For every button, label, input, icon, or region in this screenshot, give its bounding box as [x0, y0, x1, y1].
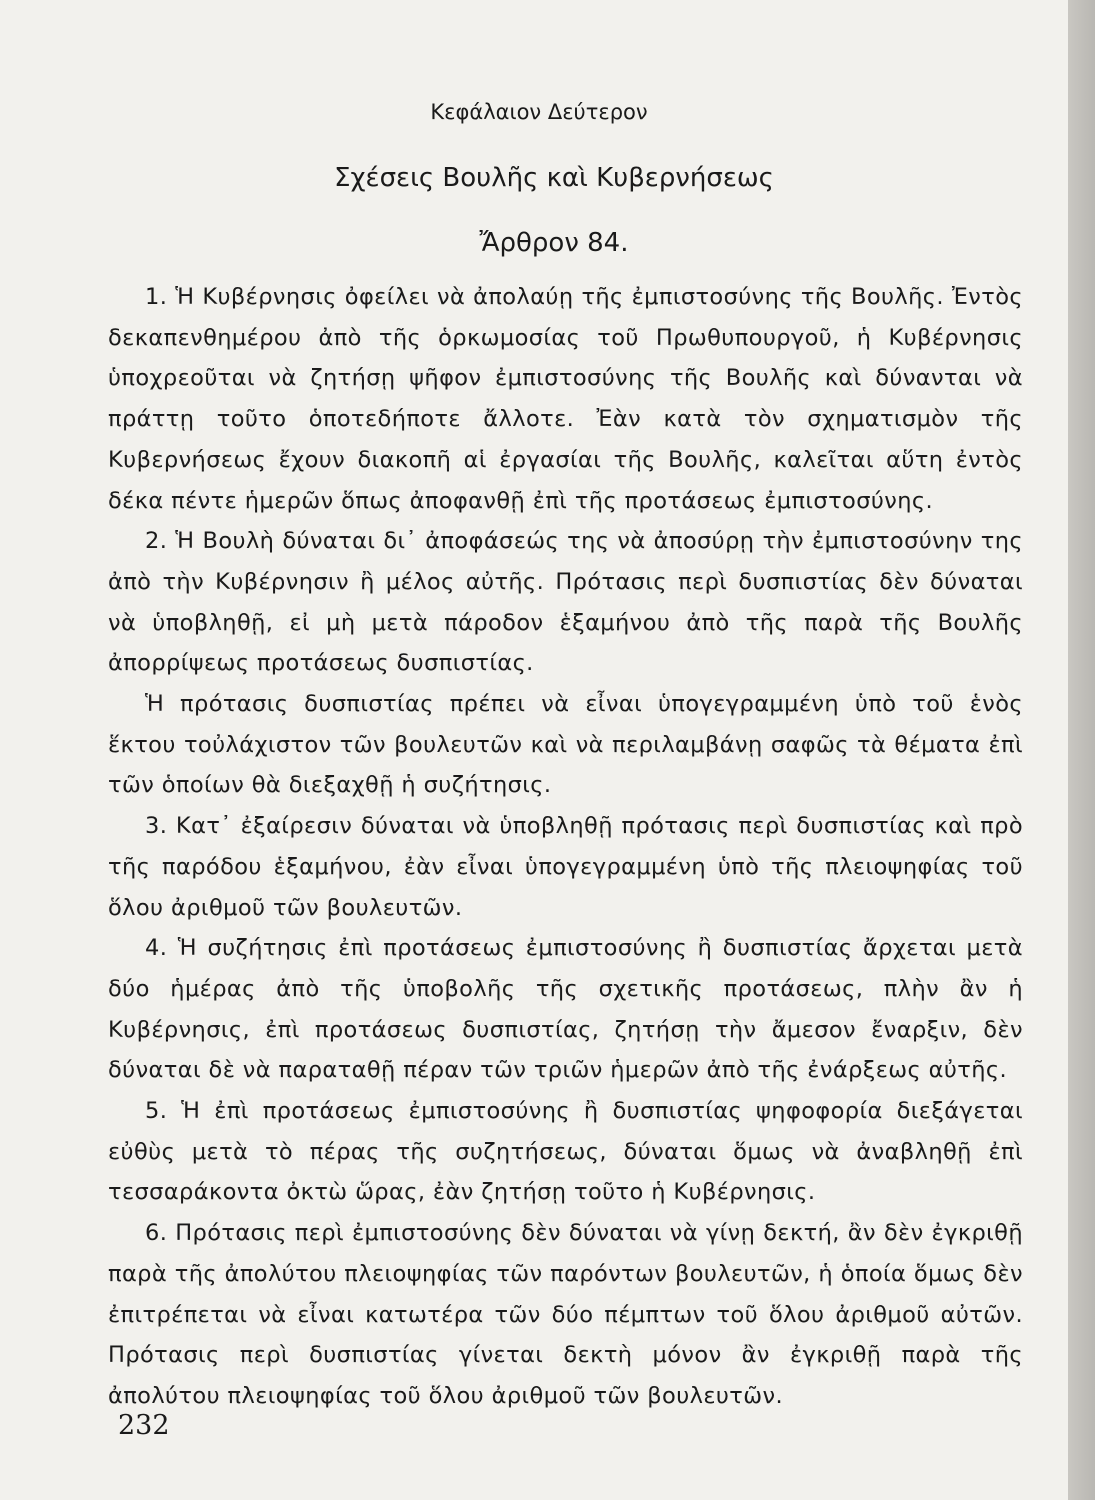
section-title: Σχέσεις Βουλῆς καὶ Κυβερνήσεως — [334, 163, 774, 193]
paragraph-6: 6. Πρότασις περὶ ἐμπιστοσύνης δὲν δύναται νὰ γίνῃ δεκτή, ἂν δὲν ἐγκριθῇ παρὰ τῆς ἀπολύτου πλειοψηφίας τῶν παρόντων βουλευτῶν, ἡ ὁποία ὅμως δὲν ἐπιτρέπεται νὰ εἶναι κατωτέρα τῶν δύο πέμπτων τοῦ ὅλου ἀριθμοῦ αὐτῶν. Πρότασις περὶ δυσπιστίας γίνεται δεκτὴ μόνον ἂν ἐγκριθῇ παρὰ τῆς ἀπολύτου πλειοψηφίας τοῦ ὅλου ἀριθμοῦ τῶν βουλευτῶν. — [108, 1220, 1023, 1409]
paragraph-3: 3. Κατ᾽ ἐξαίρεσιν δύναται νὰ ὑποβληθῇ πρότασις περὶ δυσπιστίας καὶ πρὸ τῆς παρόδου ἑξαμήνου, ἐὰν εἶναι ὑπογεγραμμένη ὑπὸ τῆς πλειοψηφίας τοῦ ὅλου ἀριθμοῦ τῶν βουλευτῶν. — [108, 813, 1023, 921]
article-title: Ἄρθρον 84. — [479, 228, 629, 258]
paragraph-2: 2. Ἡ Βουλὴ δύναται δι᾽ ἀποφάσεώς της νὰ ἀποσύρῃ τὴν ἐμπιστοσύνην της ἀπὸ τὴν Κυβέρνησιν ἢ μέλος αὐτῆς. Πρότασις περὶ δυσπιστίας δὲν δύναται νὰ ὑποβληθῇ, εἰ μὴ μετὰ πάροδον ἑξαμήνου ἀπὸ τῆς παρὰ τῆς Βουλῆς ἀπορρίψεως προτάσεως δυσπιστίας. — [108, 528, 1023, 677]
page-number: 232 — [118, 1410, 170, 1441]
paragraph-2-continued: Ἡ πρότασις δυσπιστίας πρέπει νὰ εἶναι ὑπογεγραμμένη ὑπὸ τοῦ ἑνὸς ἕκτου τοὐλάχιστον τῶν βουλευτῶν καὶ νὰ περιλαμβάνῃ σαφῶς τὰ θέματα ἐπὶ τῶν ὁποίων θὰ διεξαχθῇ ἡ συζήτησις. — [108, 691, 1023, 799]
paragraph-1: 1. Ἡ Κυβέρνησις ὀφείλει νὰ ἀπολαύῃ τῆς ἐμπιστοσύνης τῆς Βουλῆς. Ἐντὸς δεκαπενθημέρου ἀπὸ τῆς ὁρκωμοσίας τοῦ Πρωθυπουργοῦ, ἡ Κυβέρνησις ὑποχρεοῦται νὰ ζητήσῃ ψῆφον ἐμπιστοσύνης τῆς Βουλῆς καὶ δύνανται νὰ πράττῃ τοῦτο ὁποτεδήποτε ἄλλοτε. Ἐὰν κατὰ τὸν σχηματισμὸν τῆς Κυβερνήσεως ἔχουν διακοπῆ αἱ ἐργασίαι τῆς Βουλῆς, καλεῖται αὕτη ἐντὸς δέκα πέντε ἡμερῶν ὅπως ἀποφανθῇ ἐπὶ τῆς προτάσεως ἐμπιστοσύνης. — [108, 284, 1023, 514]
chapter-heading: Κεφάλαιον Δεύτερον — [430, 100, 648, 124]
paragraph-5: 5. Ἡ ἐπὶ προτάσεως ἐμπιστοσύνης ἢ δυσπιστίας ψηφοφορία διεξάγεται εὐθὺς μετὰ τὸ πέρας τῆς συζητήσεως, δύναται ὅμως νὰ ἀναβληθῇ ἐπὶ τεσσαράκοντα ὀκτὼ ὥρας, ἐὰν ζητήσῃ τοῦτο ἡ Κυβέρνησις. — [108, 1098, 1023, 1206]
page-edge — [1068, 0, 1095, 1500]
paragraph-4: 4. Ἡ συζήτησις ἐπὶ προτάσεως ἐμπιστοσύνης ἢ δυσπιστίας ἄρχεται μετὰ δύο ἡμέρας ἀπὸ τῆς ὑποβολῆς τῆς σχετικῆς προτάσεως, πλὴν ἂν ἡ Κυβέρνησις, ἐπὶ προτάσεως δυσπιστίας, ζητήσῃ τὴν ἄμεσον ἔναρξιν, δὲν δύναται δὲ νὰ παραταθῇ πέραν τῶν τριῶν ἡμερῶν ἀπὸ τῆς ἐνάρξεως αὐτῆς. — [108, 935, 1023, 1084]
article-body — [108, 277, 1023, 1417]
